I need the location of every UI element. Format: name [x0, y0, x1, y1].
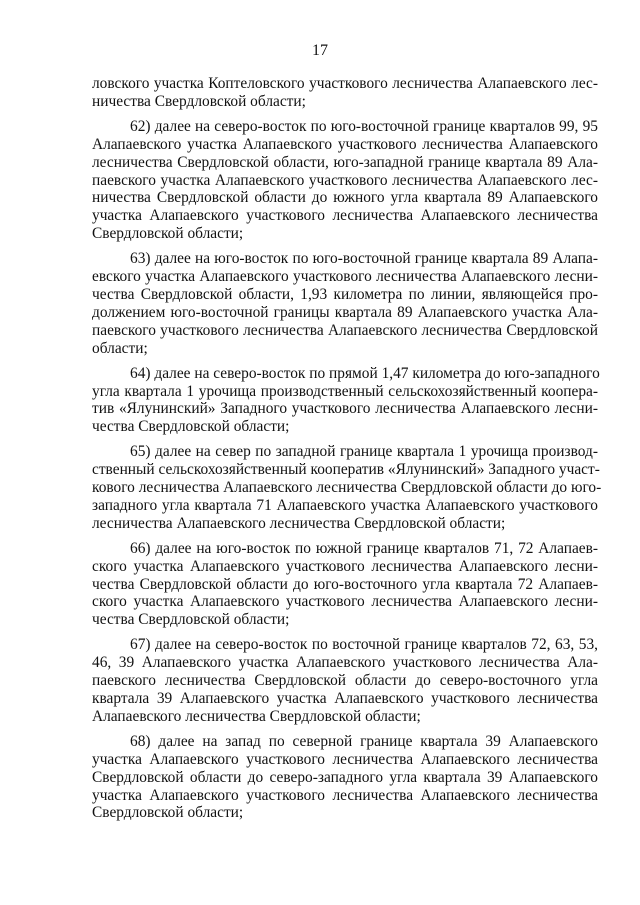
text-line: 64) далее на северо-восток по прямой 1,47 километра до юго-западного — [130, 364, 600, 382]
text-line: угла квартала 1 урочища производственный сельскохозяйственный коопера- — [92, 382, 598, 400]
text-line: ственный сельскохозяйственный кооператив «Ялунинский» Западного участ- — [92, 461, 600, 479]
text-line: ничества Свердловской области; — [92, 92, 306, 110]
text-line: 67) далее на северо-восток по восточной границе кварталов 72, 63, 53, — [130, 636, 598, 654]
text-line: должением юго-восточной границы квартала 89 Алапаевского участка Ала- — [92, 303, 598, 321]
text-line: чества Свердловской области; — [92, 418, 290, 436]
text-line: участка Алапаевского участкового лесничества Алапаевского лесничества — [92, 786, 598, 804]
text-line: Свердловской области; — [92, 804, 244, 822]
paragraph-item-64 — [92, 365, 598, 437]
text-line: чества Свердловской области, 1,93 километра по линии, являющейся про- — [92, 285, 598, 303]
text-line: Алапаевского лесничества Свердловской области; — [92, 707, 421, 725]
text-line: лесничества Свердловской области, юго-западной границе квартала 89 Ала- — [92, 153, 598, 171]
text-line: 65) далее на север по западной границе квартала 1 урочища производ- — [130, 443, 598, 461]
paragraph-item-68 — [92, 733, 598, 823]
paragraph-item-62 — [92, 118, 598, 243]
paragraph-item-63 — [92, 250, 598, 357]
text-line: ского участка Алапаевского участкового лесничества Алапаевского лесни- — [92, 593, 598, 611]
text-line: ловского участка Коптеловского участкового лесничества Алапаевского лес- — [92, 75, 598, 92]
text-line: Свердловской области; — [92, 225, 244, 243]
text-line: паевского участка Алапаевского участкового лесничества Алапаевского лес- — [92, 171, 598, 189]
text-line: 63) далее на юго-восток по юго-восточной границе квартала 89 Алапа- — [130, 250, 598, 268]
text-line: тив «Ялунинский» Западного участкового лесничества Алапаевского лесни- — [92, 400, 598, 418]
text-line: чества Свердловской области; — [92, 611, 290, 629]
text-line: паевского лесничества Свердловской области до северо-восточного угла — [92, 672, 598, 690]
paragraph-item-65 — [92, 443, 602, 533]
text-line: 68) далее на запад по северной границе квартала 39 Алапаевского — [130, 732, 598, 750]
text-line: 62) далее на северо-восток по юго-восточной границе кварталов 99, 95 — [130, 117, 598, 135]
paragraph-item-67 — [92, 636, 598, 726]
text-line: Свердловской области до северо-западного угла квартала 39 Алапаевского — [92, 768, 598, 786]
text-line: кового лесничества Алапаевского лесничества Свердловской области до юго- — [92, 479, 602, 497]
text-line: квартала 39 Алапаевского участка Алапаевского участкового лесничества — [92, 690, 598, 707]
text-line: ского участка Алапаевского участкового лесничества Алапаевского лесни- — [92, 557, 598, 575]
text-line: чества Свердловской области до юго-восточного угла квартала 72 Алапаев- — [92, 575, 598, 593]
text-line: участка Алапаевского участкового лесничества Алапаевского лесничества — [92, 750, 598, 768]
text-line: паевского участкового лесничества Алапаевского лесничества Свердловской — [92, 321, 598, 339]
text-line: западного угла квартала 71 Алапаевского участка Алапаевского участкового — [92, 496, 598, 514]
text-line: 46, 39 Алапаевского участка Алапаевского участкового лесничества Ала- — [92, 654, 598, 672]
text-line: ничества Свердловской области до южного угла квартала 89 Алапаевского — [92, 189, 598, 207]
paragraph-item-66 — [92, 540, 598, 630]
text-line: лесничества Алапаевского лесничества Свердловской области; — [92, 514, 506, 532]
text-line: 66) далее на юго-восток по южной границе кварталов 71, 72 Алапаев- — [130, 539, 598, 557]
page-number: 17 — [312, 42, 328, 59]
paragraph-continuation — [92, 75, 598, 111]
document-body — [92, 75, 602, 829]
text-line: области; — [92, 339, 148, 357]
text-line: Алапаевского участка Алапаевского участкового лесничества Алапаевского — [92, 135, 598, 153]
text-line: евского участка Алапаевского участкового лесничества Алапаевского лесни- — [92, 268, 598, 286]
text-line: участка Алапаевского участкового лесничества Алапаевского лесничества — [92, 207, 598, 225]
